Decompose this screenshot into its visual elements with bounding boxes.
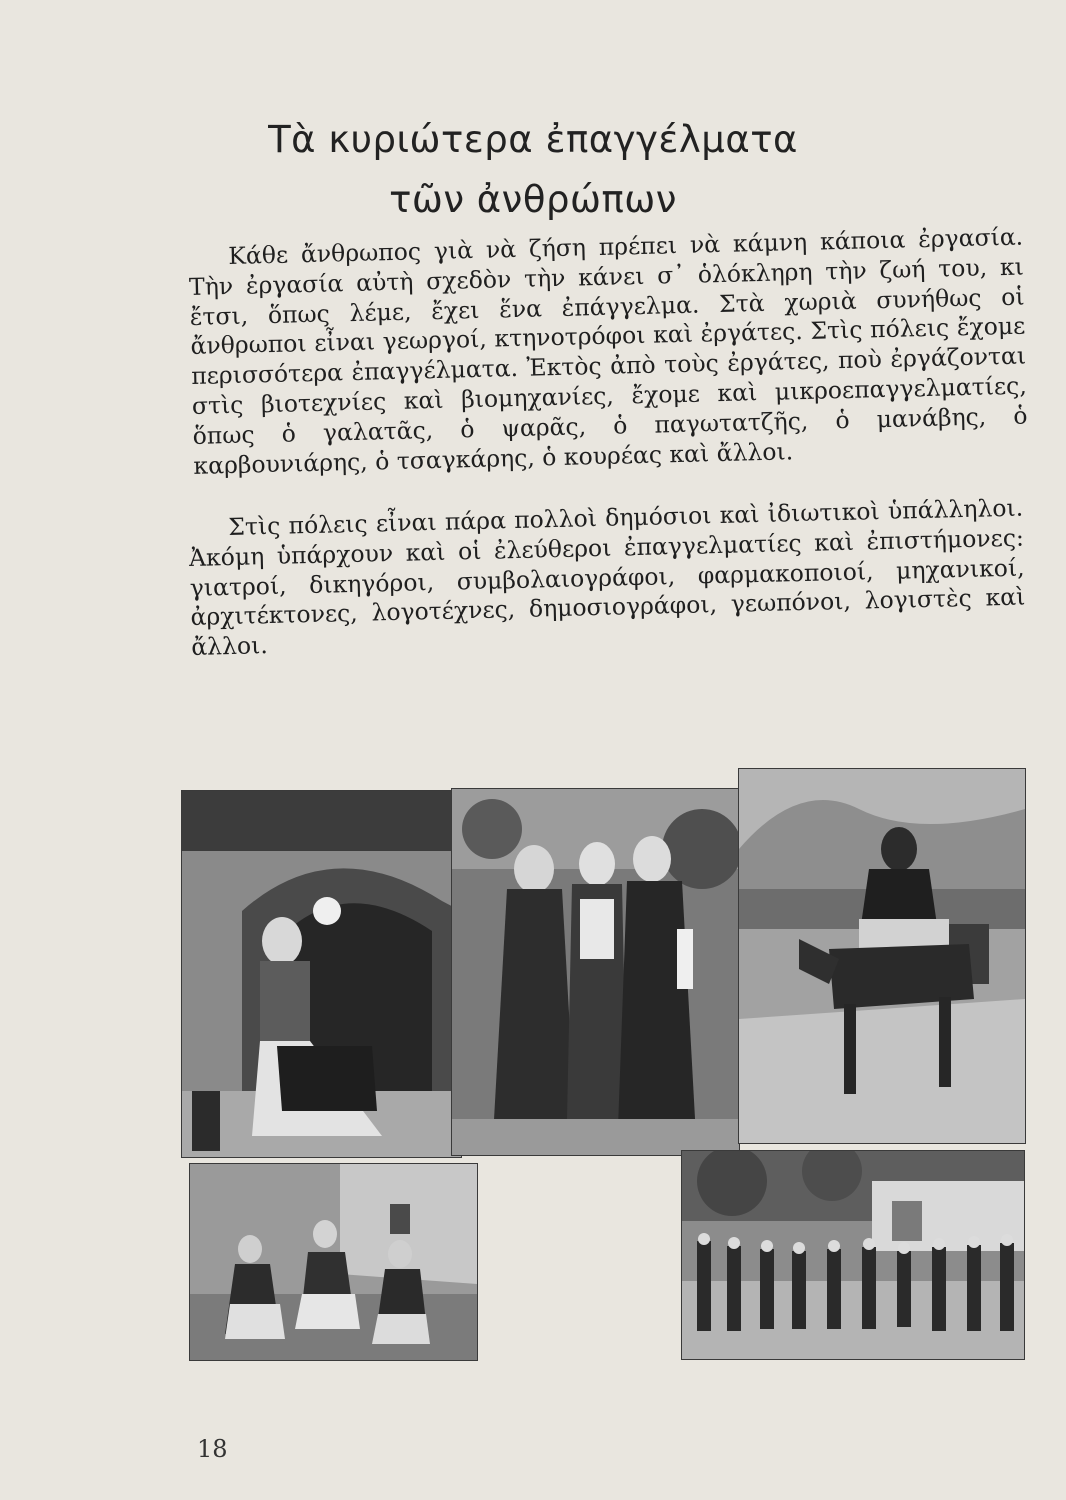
photo-woman-spinning — [181, 790, 462, 1158]
title-line-2: τῶν ἀνθρώπων — [389, 178, 677, 221]
photo-circle-dance-image — [682, 1151, 1024, 1359]
photo-three-women — [451, 788, 740, 1156]
page-title — [0, 110, 1066, 230]
photo-dancing-men — [189, 1163, 478, 1361]
photo-circle-dance — [681, 1150, 1025, 1360]
photo-dancing-men-image — [190, 1164, 477, 1360]
photo-woman-on-donkey — [738, 768, 1026, 1144]
page-number: 18 — [197, 1435, 228, 1463]
photo-woman-on-donkey-image — [739, 769, 1025, 1143]
paragraph-2 — [188, 494, 1026, 663]
photo-woman-spinning-image — [182, 791, 461, 1157]
photo-three-women-image — [452, 789, 739, 1155]
paragraph-1-text: Κάθε ἄνθρωπος γιὰ νὰ ζήση πρέπει νὰ κάμνη κάποια ἐργασία. Τὴν ἐργασία αὐτὴ σχεδὸν τὴν κάνει σ᾿ ὁλόκληρη τὴν ζωή του, κι ἔτσι, ὅπως λέμε, ἔχει ἕνα ἐπάγγελμα. Στὰ χωριὰ συνήθως οἱ ἄνθρωποι εἶναι γεωργοί, κτηνοτρόφοι καὶ ἐργάτες. Στὶς πόλεις ἔχομε περισσότερα ἐπαγγέλματα. Ἐκτὸς ἀπὸ τοὺς ἐργάτες, ποὺ ἐργάζονται στὶς βιοτεχνίες καὶ βιομηχανίες, ἔχομε καὶ μικροεπαγγελματίες, ὅπως ὁ γαλατᾶς, ὁ ψαρᾶς, ὁ παγωτατζῆς, ὁ μανάβης, ὁ καρβουνιάρης, ὁ τσαγκάρης, ὁ κουρέας καὶ ἄλλοι. — [188, 222, 1028, 480]
paragraph-indent — [189, 535, 229, 536]
title-line-1: Τὰ κυριώτερα ἐπαγγέλματα — [268, 118, 798, 161]
paragraph-indent — [189, 264, 229, 265]
paragraph-2-text: Στὶς πόλεις εἶναι πάρα πολλοὶ δημόσιοι καὶ ἰδιωτικοὶ ὑπάλληλοι. Ἀκόμη ὑπάρχουν καὶ οἱ ἐλεύθεροι ἐπαγγελματίες καὶ ἐπιστήμονες: γιατροί, δικηγόροι, συμβολαιογράφοι, φαρμακοποιοί, μηχανικοί, ἀρχιτέκτονες, λογοτέχνες, δημοσιογράφοι, γεωπόνοι, λογιστὲς καὶ ἄλλοι. — [188, 493, 1026, 662]
paragraph-1 — [188, 223, 1029, 482]
